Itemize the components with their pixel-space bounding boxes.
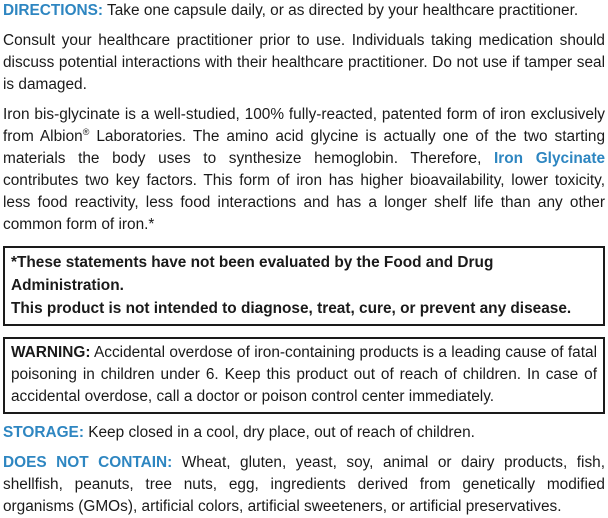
- iron-paragraph: [3, 104, 605, 236]
- registered-mark: ®: [82, 126, 90, 137]
- fda-disclaimer-box: [3, 246, 605, 326]
- iron-text-3: contributes two key factors. This form of iron has higher bioavailability, lower toxicity, less food reactivity, less food interactions and has a longer shelf life than any other common form of iron.*: [3, 172, 605, 233]
- storage-text: Keep closed in a cool, dry place, out of reach of children.: [83, 424, 475, 441]
- does-not-contain-text: Wheat, gluten, yeast, soy, animal or dairy products, fish, shellfish, peanuts, tree nuts, egg, ingredients derived from genetically modified organisms (GMOs), artificial colors, artificial sweeteners, or artificial preservatives.: [3, 454, 605, 515]
- warning-label: WARNING:: [11, 344, 91, 361]
- storage-paragraph: [3, 422, 605, 444]
- fda-line-1: *These statements have not been evaluated by the Food and Drug Administration.: [11, 254, 494, 294]
- storage-label: STORAGE:: [3, 424, 84, 441]
- directions-text: Take one capsule daily, or as directed by your healthcare practitioner.: [103, 2, 579, 19]
- directions-paragraph: [3, 0, 605, 22]
- iron-glycinate-highlight: Iron Glycinate: [494, 150, 605, 167]
- warning-text: Accidental overdose of iron-containing products is a leading cause of fatal poisoning in children under 6. Keep this product out of reach of children. In case of accidental overdose, call a doctor or poison control center immediately.: [11, 344, 597, 405]
- does-not-contain-paragraph: [3, 452, 605, 518]
- directions-label: DIRECTIONS:: [3, 2, 104, 19]
- iron-text-2: Laboratories. The amino acid glycine is actually one of the two starting materials the body uses to synthesize hemoglobin. Therefore,: [3, 128, 606, 167]
- fda-line-2: This product is not intended to diagnose, treat, cure, or prevent any disease.: [11, 300, 572, 317]
- consult-paragraph: Consult your healthcare practitioner prior to use. Individuals taking medication should discuss potential interactions with their healthcare practitioner. Do not use if tamper seal is damaged.: [3, 32, 605, 93]
- warning-box: [3, 337, 605, 414]
- does-not-contain-label: DOES NOT CONTAIN:: [3, 454, 173, 471]
- iron-text-1: Iron bis-glycinate is a well-studied, 100% fully-reacted, patented form of iron exclusively from Albion: [3, 106, 605, 145]
